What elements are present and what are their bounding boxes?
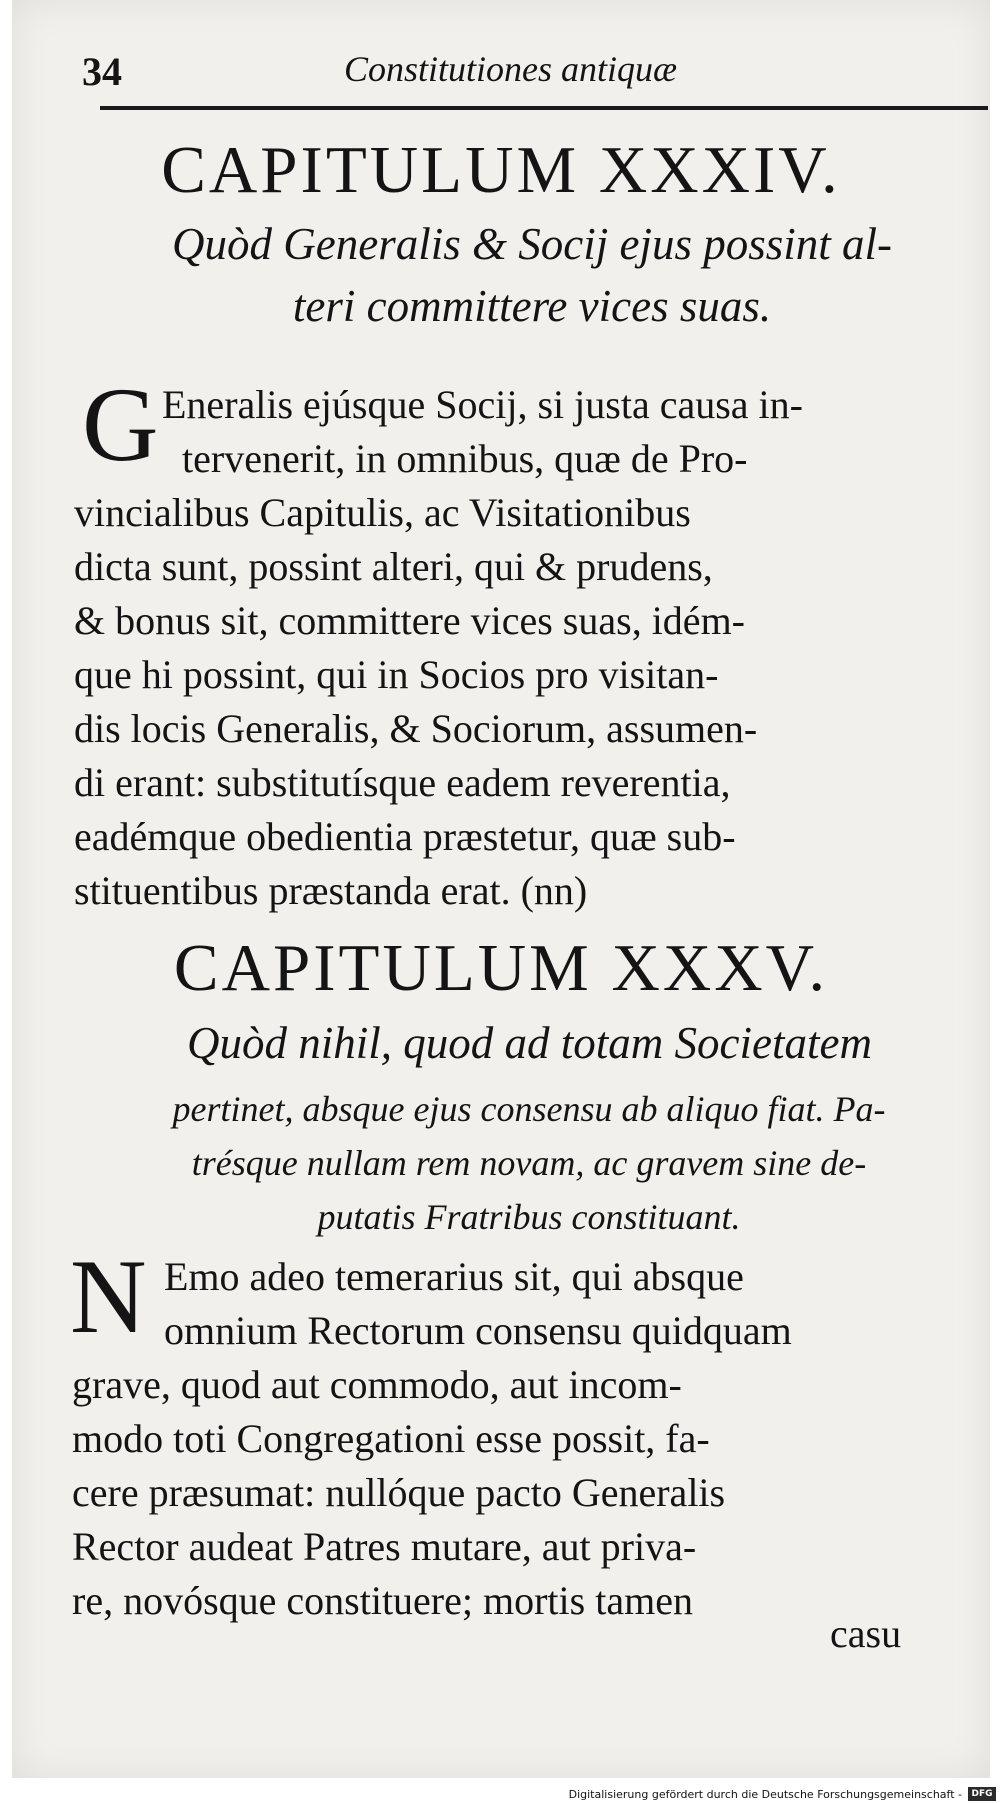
subtitle-line: putatis Fratribus constituant. [317,1197,741,1237]
chapter-subtitle [77,1012,982,1074]
text-line: vincialibus Capitulis, ac Visitationibus [74,490,691,535]
chapter-subtitle [82,213,982,337]
text-line: di erant: substitutísque eadem reverentia, [74,760,731,805]
subtitle-line: Quòd Generalis & Socij ejus possint al- [172,219,892,269]
subtitle-line: trésque nullam rem novam, ac gravem sine de- [191,1143,867,1183]
text-line: tervenerit, in omnibus, quæ de Pro- [182,436,748,481]
page-number: 34 [82,49,122,94]
chapter-body [74,378,989,918]
text-line: & bonus sit, committere vices suas, idém- [74,598,745,643]
text-line: grave, quod aut commodo, aut incom- [72,1362,682,1407]
chapter-body [72,1250,987,1628]
subtitle-line: pertinet, absque ejus consensu ab aliquo fiat. Pa- [172,1089,886,1129]
subtitle-line: teri committere vices suas. [292,281,772,331]
book-page [12,0,990,1778]
text-line: Rector audeat Patres mutare, aut priva- [72,1524,697,1569]
text-line: modo toti Congregationi esse possit, fa- [72,1416,710,1461]
chapter-heading: CAPITULUM XXXV. [173,931,829,1005]
dfg-logo: DFG [968,1787,996,1801]
chapter-heading: CAPITULUM XXXIV. [161,133,841,207]
page-header [82,38,987,98]
text-line: Emo adeo temerarius sit, qui absque [164,1254,744,1299]
drop-cap: G [82,366,159,483]
text-line: eadémque obedientia præstetur, quæ sub- [74,814,736,859]
digitization-credit: Digitalisierung gefördert durch die Deutsche Forschungsgemeinschaft - [568,1788,962,1801]
text-line: stituentibus præstanda erat. (nn) [74,868,588,913]
header-rule [100,106,988,110]
subtitle-line: Quòd nihil, quod ad totam Societatem [187,1018,872,1068]
text-line: dis locis Generalis, & Sociorum, assumen- [74,706,758,751]
drop-cap: N [70,1238,147,1355]
chapter-subtitle-continued [74,1082,984,1244]
text-line: cere præsumat: nullóque pacto Generalis [72,1470,726,1515]
text-line: re, novósque constituere; mortis tamen [72,1578,693,1623]
catchword: casu [830,1611,902,1656]
running-title: Constitutiones antiquæ [344,49,678,89]
text-line: omnium Rectorum consensu quidquam [164,1308,792,1353]
text-line: dicta sunt, possint alteri, qui & prudens, [74,544,713,589]
text-line: que hi possint, qui in Socios pro visitan- [74,652,719,697]
text-line: Eneralis ejúsque Socij, si justa causa in- [162,382,803,427]
